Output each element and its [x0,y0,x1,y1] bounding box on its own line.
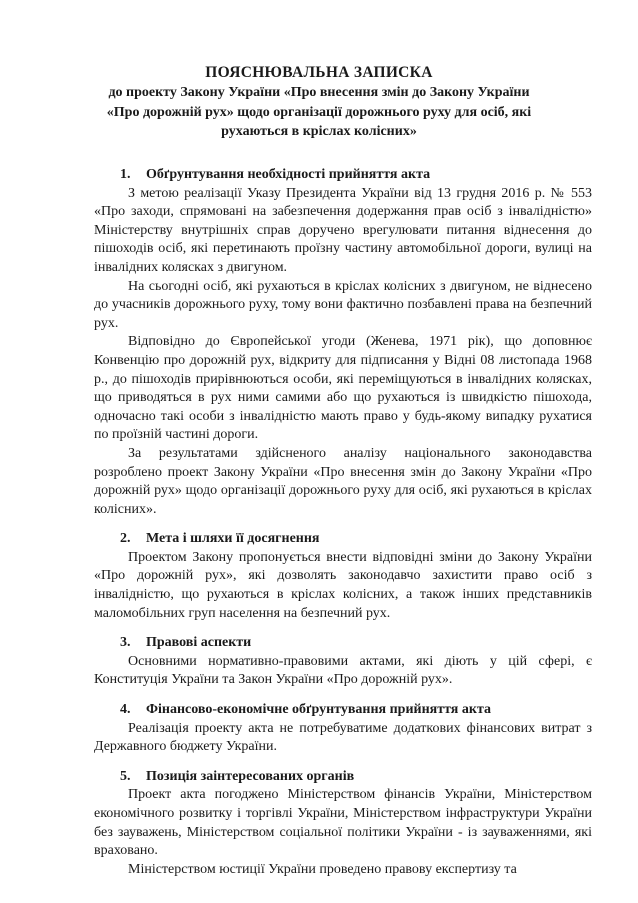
section-number: 4. [120,702,131,718]
section-title: Обґрунтування необхідності прийняття акта [146,167,431,182]
paragraph: Реалізація проекту акта не потребуватиме додаткових фінансових витрат з Державного бюджету України. [94,720,592,755]
section-number: 3. [120,635,131,651]
paragraph: З метою реалізації Указу Президента України від 13 грудня 2016 р. № 553 «Про заходи, спрямовані на забезпечення додержання прав осіб з інвалідністю» Міністерству внутрішніх справ доручено врегулювати питання віднесення до пішоходів осіб, які перетинають проїзну частину автомобільної дороги, вулиці на інвалідних колясках з двигуном. [94,185,592,275]
paragraph: За результатами здійсненого аналізу національного законодавства розроблено проект Закону України «Про внесення змін до Закону України «Про дорожній рух» щодо організації дорожнього руху для осіб, які рухаються в кріслах колісних». [94,445,592,517]
document-subtitle-line-3: рухаються в кріслах колісних» [221,124,417,139]
document-subtitle-line-1: до проекту Закону України «Про внесення змін до Закону України [108,85,530,100]
paragraph: Основними нормативно-правовими актами, які діють у цій сфері, є Конституція України та Закон України «Про дорожній рух». [94,653,592,688]
section-title: Фінансово-економічне обґрунтування прийняття акта [146,702,491,718]
paragraph: Відповідно до Європейської угоди (Женева, 1971 рік), що доповнює Конвенцію про дорожній рух, відкриту для підписання у Відні 08 листопада 1968 р., до пішоходів прирівнюються особи, які переміщуються в інвалідних колясках, що приводяться в рух ними самими або що рухаються із швидкістю пішохода, одночасно такі особи з інвалідністю мають право у будь-якому випадку рухатися по проїзній частині дороги. [94,334,592,443]
section-heading [94,701,592,720]
section-heading [94,634,592,653]
section-heading [94,530,592,549]
section-title: Позиція заінтересованих органів [146,768,355,784]
paragraph: Міністерством юстиції України проведено правову експертизу та [128,861,517,877]
section-heading [94,166,592,185]
section-heading [94,768,592,787]
section-number: 2. [120,531,131,547]
section-number: 1. [120,167,131,182]
paragraph: На сьогодні осіб, які рухаються в кріслах колісних з двигуном, не віднесено до учасників дорожнього руху, тому вони фактично позбавлені права на безпечний рух. [94,278,592,331]
document-subtitle-line-2: «Про дорожній рух» щодо організації дорожнього руху для осіб, які [106,104,532,120]
title-block [80,62,558,142]
paragraph: Проектом Закону пропонується внести відповідні зміни до Закону України «Про дорожній рух», які дозволять законодавчо захистити право осіб з інвалідністю, що рухаються в кріслах колісних, а також інших представників маломобільних груп населення на безпечний рух. [94,549,592,621]
paragraph: Проект акта погоджено Міністерством фінансів України, Міністерством економічного розвитку і торгівлі України, Міністерством інфраструктури України без зауважень, Міністерством соціальної політики України - із зауваженнями, які враховано. [94,787,592,859]
section-title: Мета і шляхи її досягнення [146,531,320,547]
section-title: Правові аспекти [146,635,252,651]
document-title: ПОЯСНЮВАЛЬНА ЗАПИСКА [205,64,433,81]
section-number: 5. [120,768,131,784]
document-body [94,166,592,879]
